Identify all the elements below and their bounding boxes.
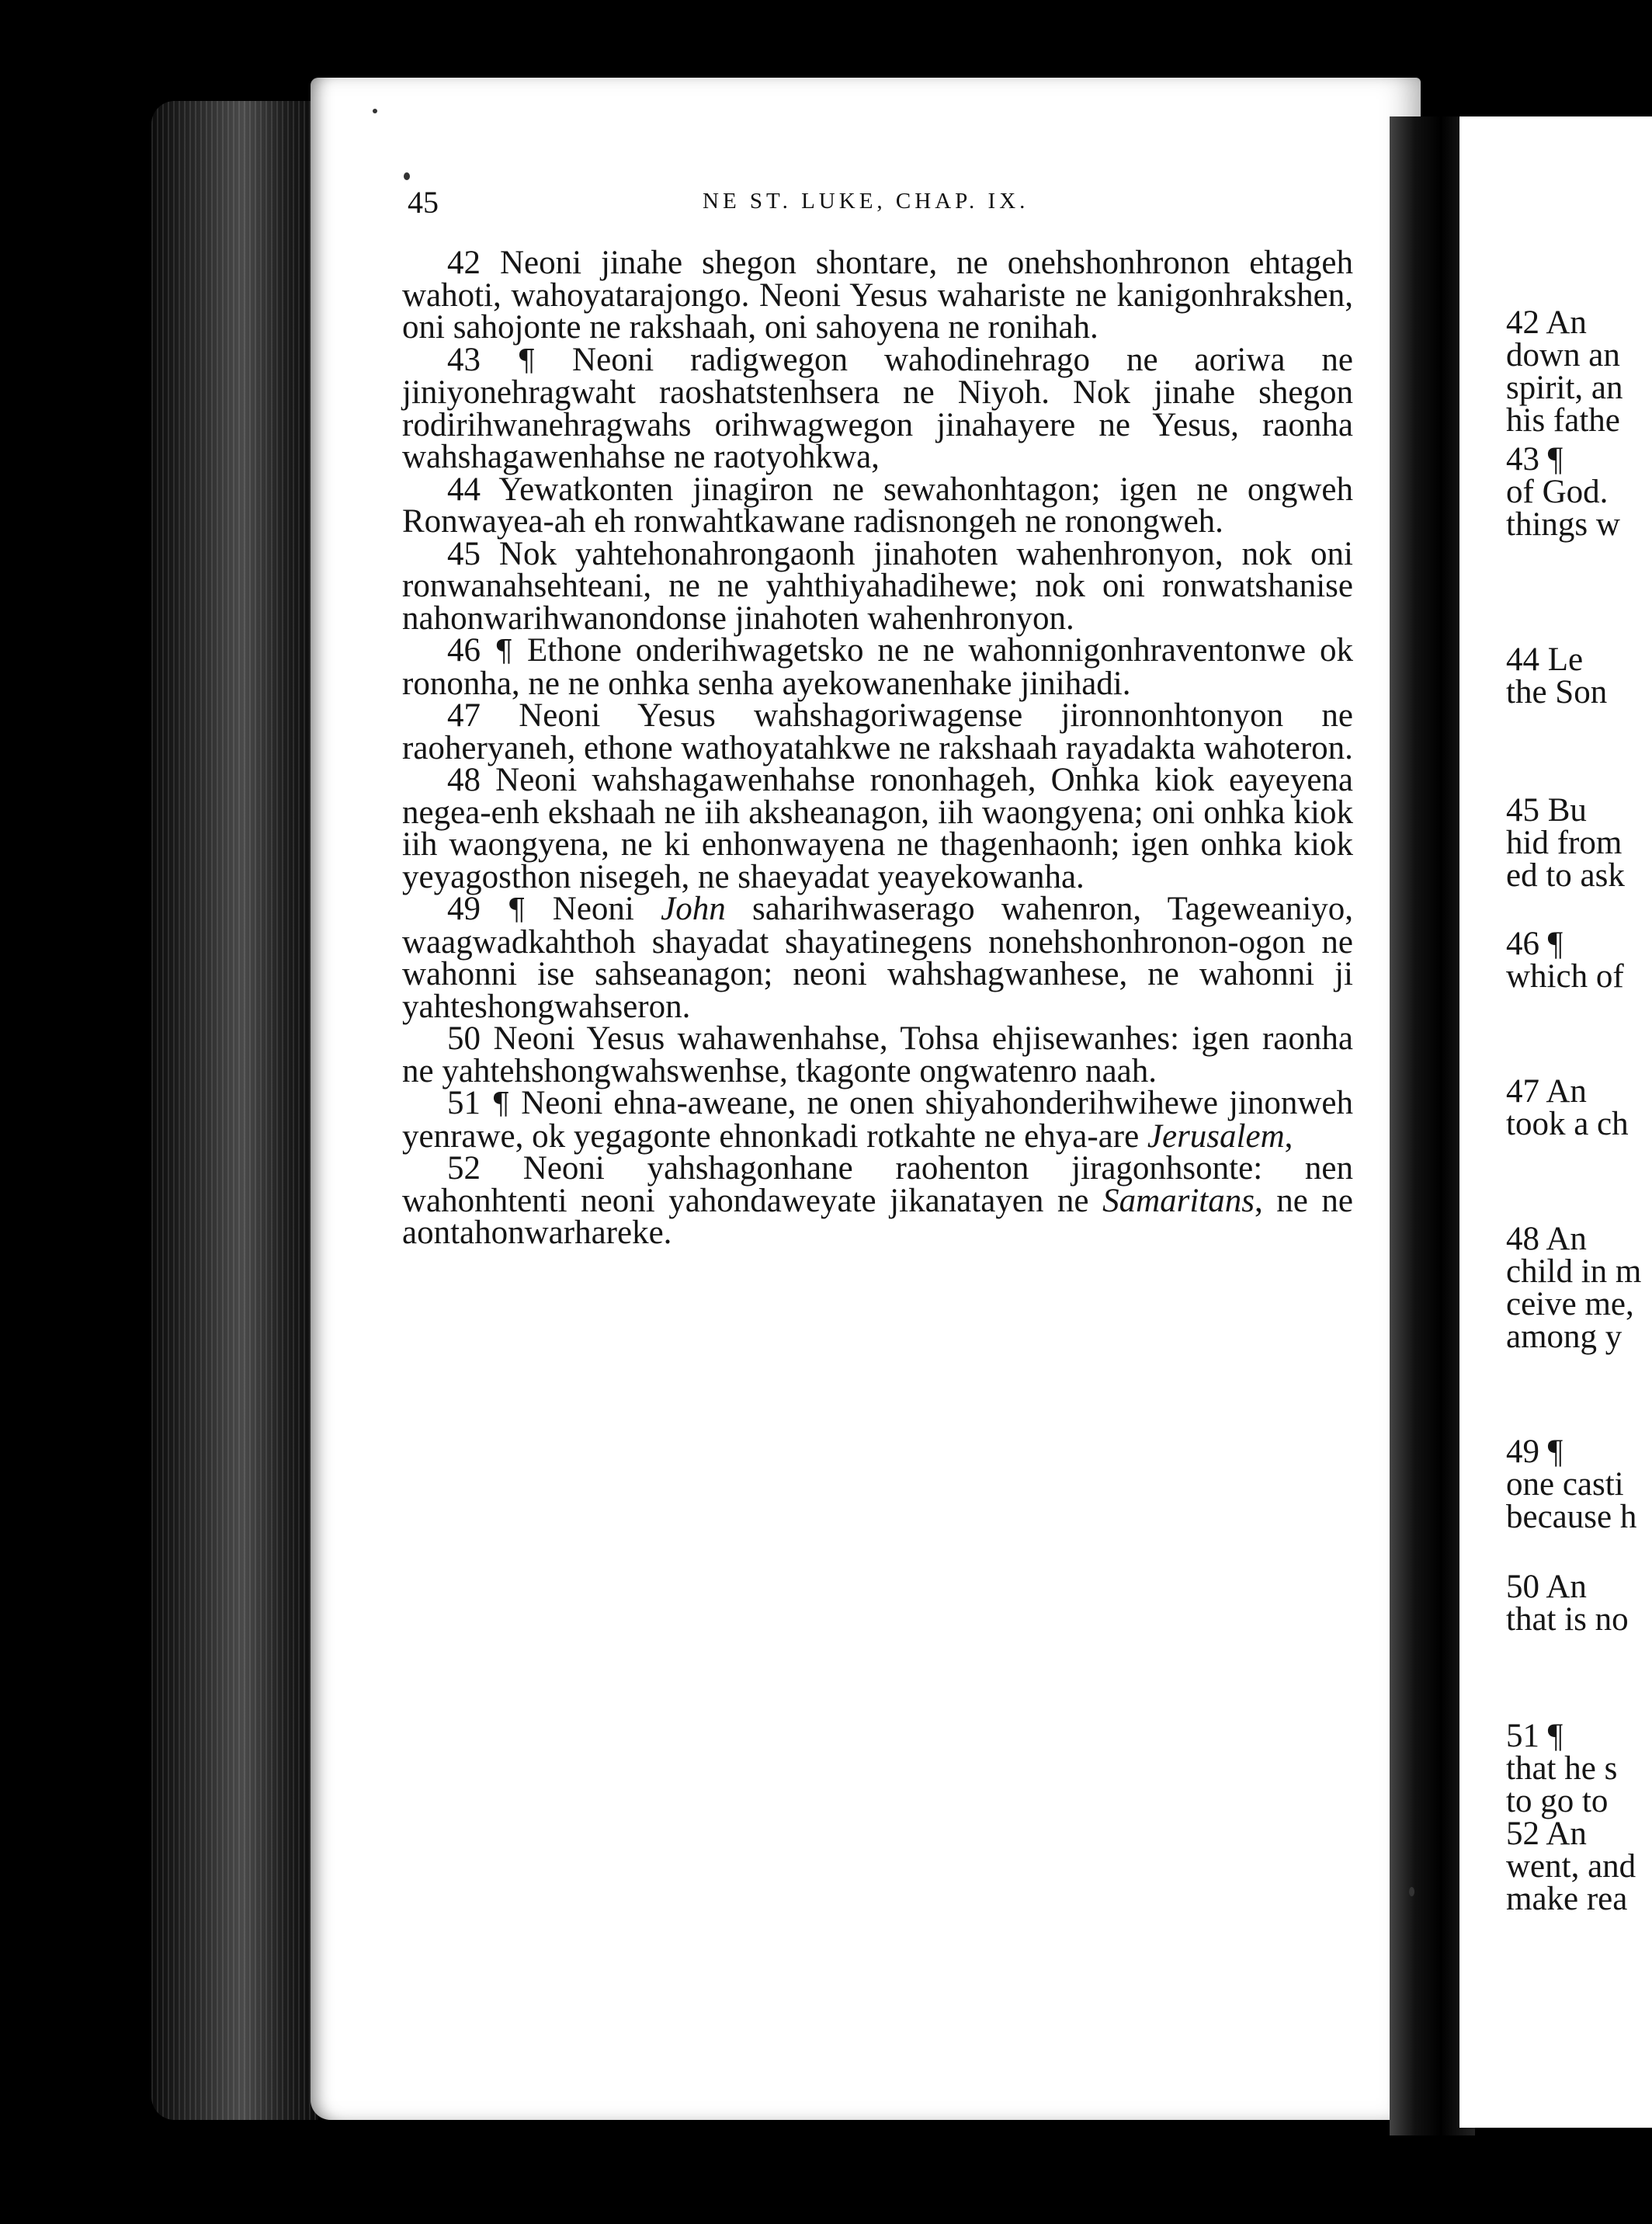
right-page-line: of God.: [1506, 474, 1609, 510]
verse-text: , ne ne aontahonwarhareke.: [402, 1182, 1354, 1251]
right-page-line: took a ch: [1506, 1106, 1629, 1142]
right-page-line: 44 Le: [1506, 641, 1584, 678]
right-page-line: hid from: [1506, 825, 1622, 861]
verse-number: 45: [447, 535, 481, 572]
right-page-line: 42 An: [1506, 304, 1587, 341]
verse: [402, 341, 1354, 475]
right-page-line: the Son: [1506, 674, 1608, 711]
verse: [402, 634, 1353, 700]
verse: [402, 247, 1353, 344]
right-page-line: 50 An: [1506, 1569, 1587, 1605]
verse-text: Ethone onderihwagetsko ne ne wahonnigonhraventonwe ok rononha, ne ne onhka senha ayekowanenhake jinihadi.: [402, 632, 1354, 702]
print-speck: [404, 172, 410, 180]
verse-italic-text: John: [661, 891, 726, 927]
verse-number: 43: [447, 341, 481, 378]
verse-number: 49: [447, 891, 481, 927]
page-number: 45: [408, 185, 439, 220]
verse-text: Yewatkonten jinagiron ne sewahonhtagon; igen ne ongweh Ronwayea-ah eh ronwahtkawane radisnongeh ne ronongweh.: [402, 471, 1353, 540]
verse-number: 51: [447, 1085, 481, 1121]
right-page-line: 49 ¶: [1506, 1433, 1564, 1470]
verse-text: Neoni wahshagawenhahse rononhageh, Onhka kiok eayeyena negea-enh ekshaah ne iih aksheanagon, iih waongyena; oni onhka kiok iih waongyena, ne ki enhonwayena ne thagenhaonh; igen onhka kiok yeyagosthon nisegeh, ne shaeyadat yeayekowanha.: [402, 762, 1353, 895]
verse: [402, 1152, 1353, 1249]
pilcrow-mark: ¶: [516, 342, 536, 377]
verse-italic-text: Jerusalem: [1147, 1117, 1285, 1155]
right-page-line: to go to: [1506, 1783, 1609, 1819]
right-page-line: his fathe: [1506, 402, 1620, 439]
verse-number: 52: [447, 1150, 481, 1187]
right-page-line: 43 ¶: [1506, 441, 1564, 478]
verse-text: Neoni radigwegon wahodinehrago ne aoriwa ne jiniyonehragwaht raoshatstenhsera ne Niyoh. Nok jinahe shegon rodirihwanehragwahs orihwagwegon jinahayere ne Yesus, raonha wahshagawenhahse ne raotyohkwa,: [402, 341, 1354, 475]
verse: [402, 1085, 1354, 1155]
print-speck: [373, 109, 377, 113]
right-page-line: that he s: [1506, 1750, 1618, 1787]
right-page-line: that is no: [1506, 1601, 1629, 1638]
verse-text: Nok yahtehonahrongaonh jinahoten wahenhronyon, nok oni ronwanahsehteani, ne ne yahthiyahadihewe; nok oni ronwatshanise nahonwarihwanondonse jinahoten wahenhronyon.: [402, 535, 1353, 637]
verse: [402, 471, 1353, 540]
right-page-line: 48 An: [1506, 1221, 1587, 1257]
verse-number: 47: [447, 697, 481, 734]
verse-number: 44: [447, 471, 481, 508]
page-header: [408, 184, 1355, 231]
verse-text: ,: [1284, 1117, 1293, 1155]
right-page-line: spirit, an: [1506, 370, 1623, 406]
right-page-line: 45 Bu: [1506, 792, 1587, 829]
right-page-line: 47 An: [1506, 1073, 1587, 1110]
right-page-line: things w: [1506, 506, 1620, 543]
verse-text: Neoni Yesus wahawenhahse, Tohsa ehjisewanhes: igen raonha ne yahtehshongwahswenhse, tkagonte ongwatenro naah.: [402, 1020, 1353, 1089]
pilcrow-mark: ¶: [491, 1086, 511, 1121]
right-page-line: because h: [1506, 1499, 1637, 1535]
book-page-edges: [151, 101, 318, 2120]
pilcrow-mark: ¶: [507, 892, 526, 926]
verse-text: saharihwaserago wahenron, Tageweaniyo, waagwadkahthoh shayadat shayatinegens nonehshonhronon-ogon ne wahonni ise sahseanagon; neoni wahshagwanhese, ne wahonni ji yahteshongwahseron.: [402, 891, 1354, 1025]
right-page-line: down an: [1506, 337, 1620, 374]
verse-number: 42: [447, 245, 481, 281]
verse-text: Neoni: [526, 891, 661, 927]
right-page-line: which of: [1506, 958, 1624, 995]
verse: [402, 697, 1353, 766]
verse-text: Neoni jinahe shegon shontare, ne onehshonhronon ehtageh wahoti, wahoyatarajongo. Neoni Yesus wahariste ne kanigonhrakshen, oni sahojonte ne rakshaah, oni sahoyena ne ronihah.: [402, 245, 1353, 346]
right-page-line: make rea: [1506, 1881, 1628, 1917]
verse: [402, 535, 1353, 637]
verse: [402, 1020, 1353, 1089]
right-page-line: went, and: [1506, 1848, 1636, 1885]
verse-number: 48: [447, 762, 481, 798]
verse-text-column: [402, 247, 1353, 1249]
print-speck: [1409, 1887, 1414, 1896]
verse-number: 46: [447, 632, 481, 669]
verse-text: Neoni yahshagonhane raohenton jiragonhsonte: nen wahonhtenti neoni yahondaweyate jikanatayen ne: [402, 1150, 1353, 1219]
verse-text: Neoni Yesus wahshagoriwagense jironnonhtonyon ne raoheryaneh, ethone wathoyatahkwe ne rakshaah rayadakta wahoteron.: [402, 697, 1353, 766]
pilcrow-mark: ¶: [494, 634, 514, 668]
verse: [402, 764, 1353, 893]
right-page-line: 46 ¶: [1506, 926, 1564, 962]
right-page-line: among y: [1506, 1319, 1622, 1355]
right-page-line: ceive me,: [1506, 1286, 1634, 1322]
right-page-line: 52 An: [1506, 1816, 1587, 1852]
running-head: NE ST. LUKE, CHAP. IX.: [703, 189, 1029, 214]
right-page-line: child in m: [1506, 1253, 1642, 1290]
right-page-line: one casti: [1506, 1466, 1624, 1503]
verse-text: Neoni ehna-aweane, ne onen shiyahonderihwihewe jinonweh yenrawe, ok yegagonte ehnonkadi rotkahte ne ehya-are: [402, 1085, 1354, 1155]
right-page-line: 51 ¶: [1506, 1718, 1564, 1754]
verse-italic-text: Samaritans: [1102, 1182, 1255, 1219]
verse-number: 50: [447, 1020, 481, 1057]
verse: [402, 893, 1353, 1023]
right-page-line: ed to ask: [1506, 857, 1625, 894]
